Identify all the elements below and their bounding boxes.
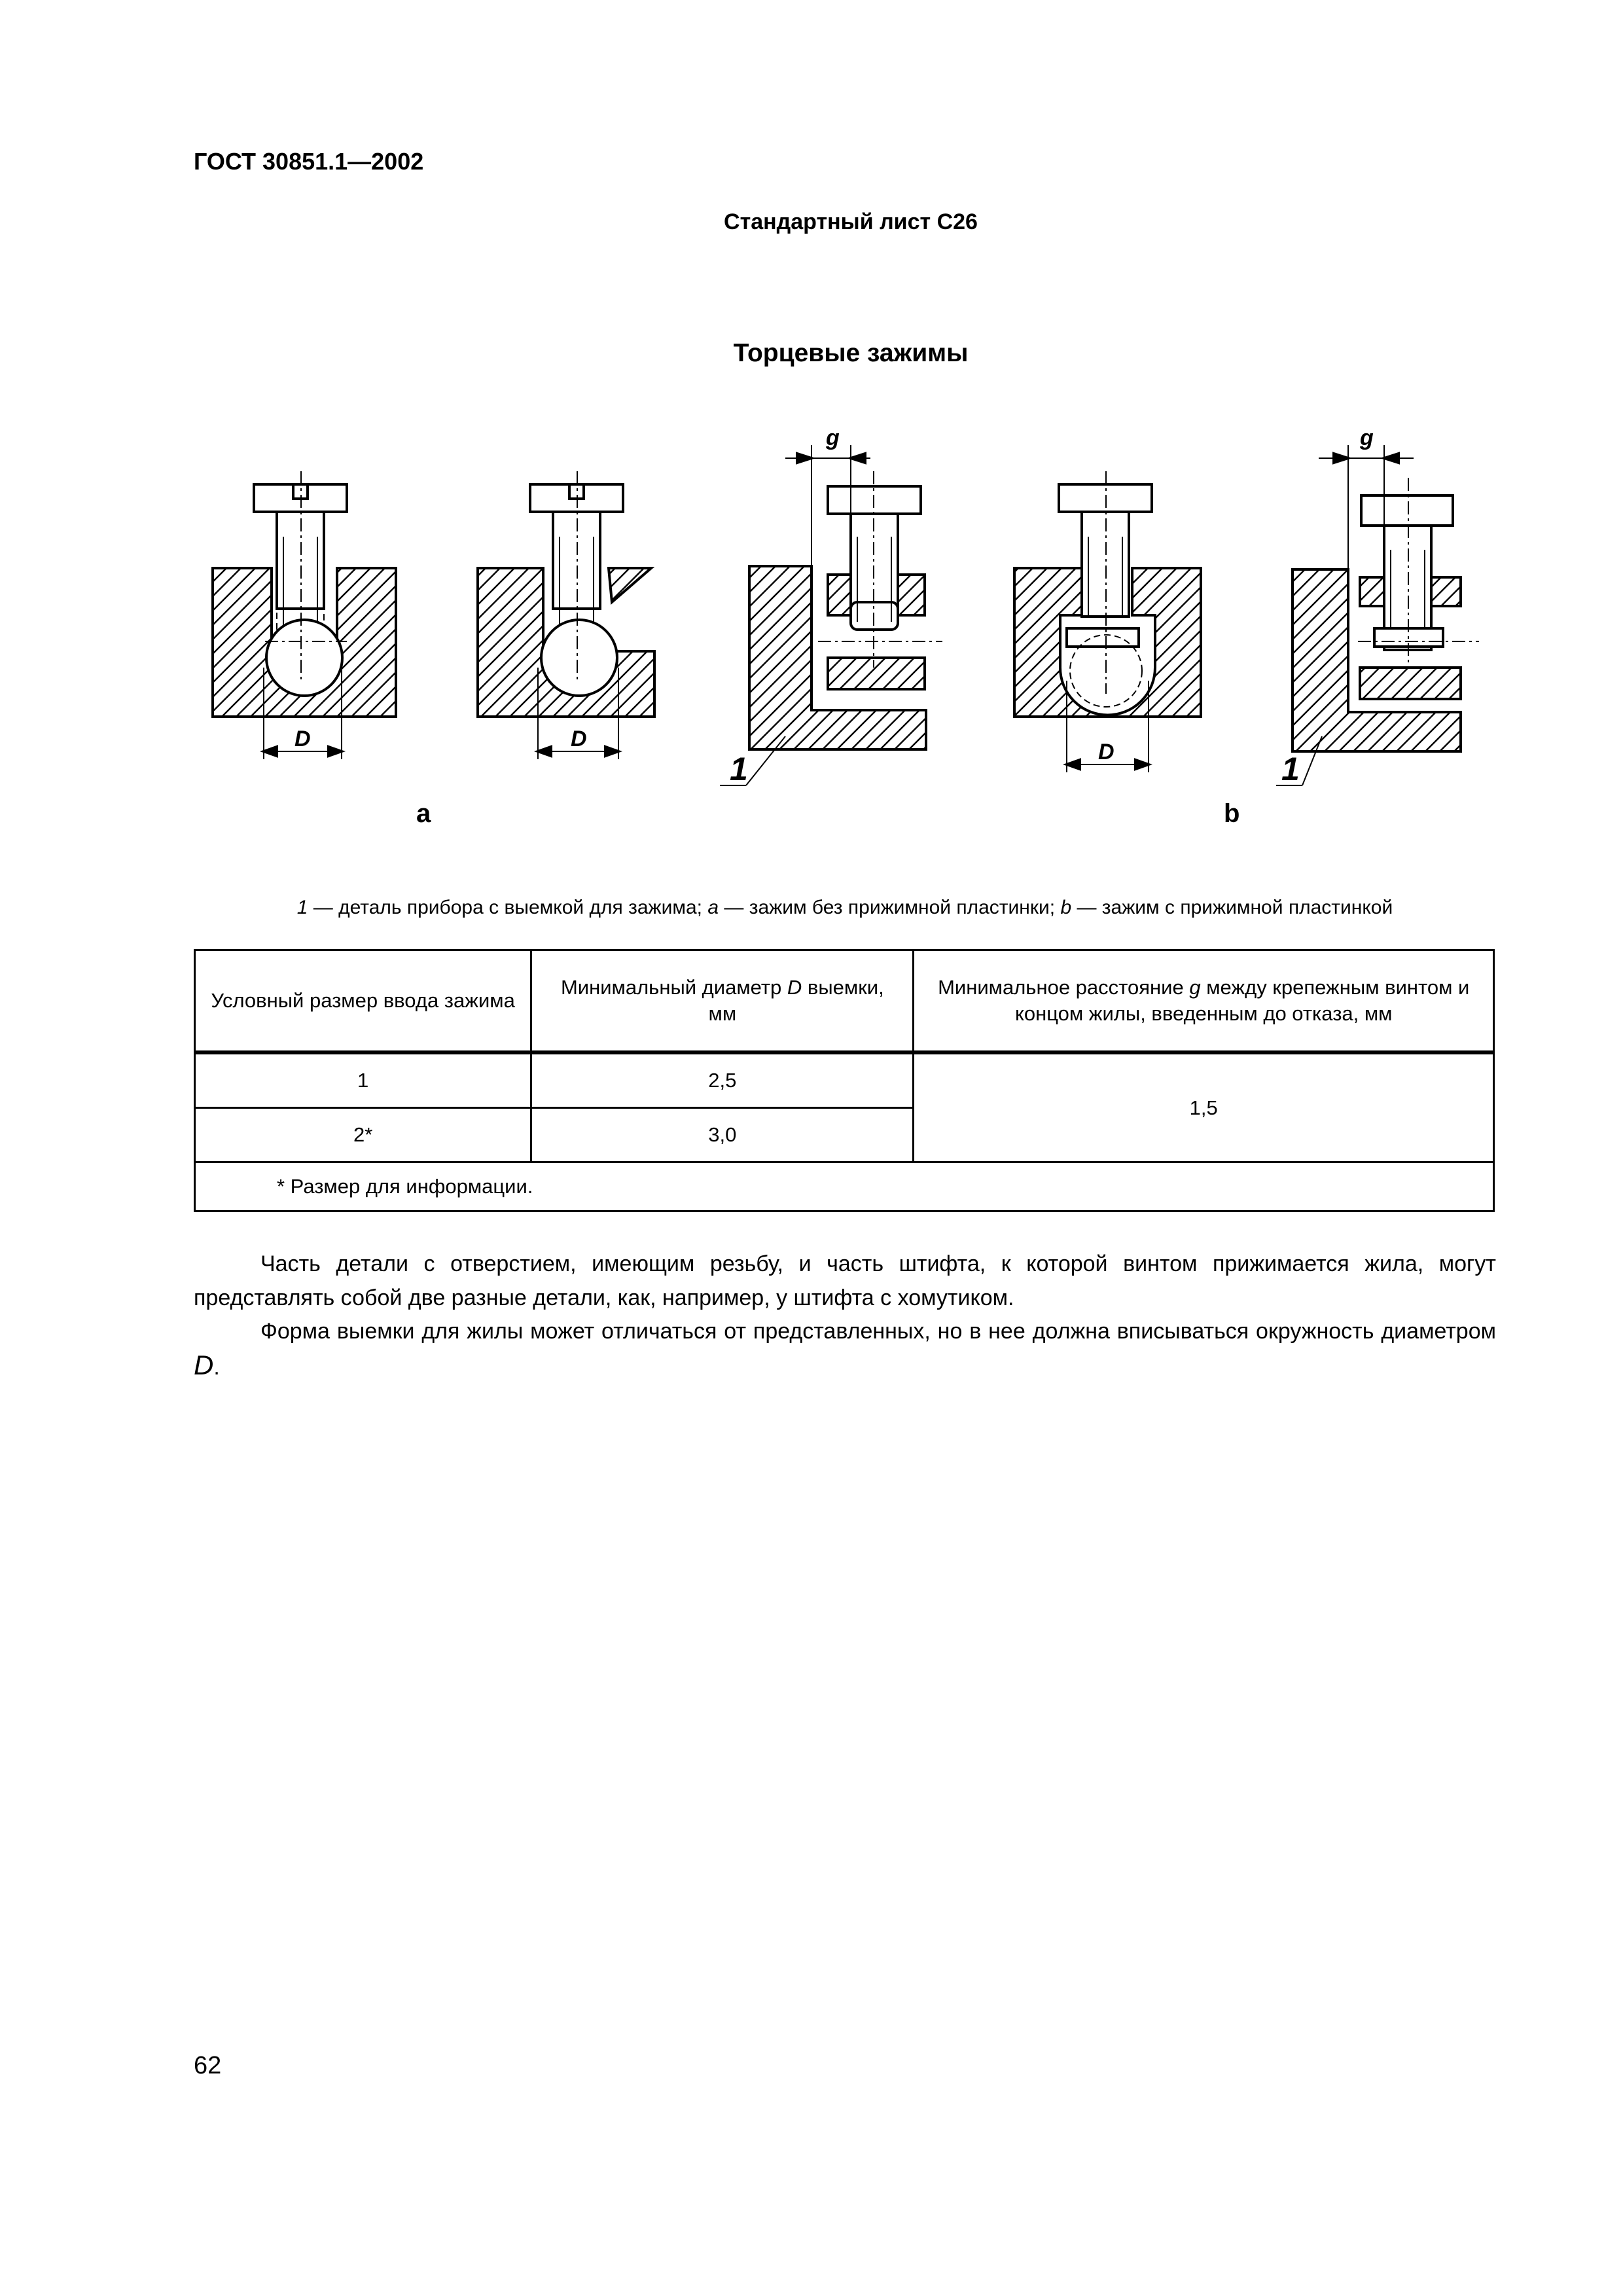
leader-label-1-right: 1: [1281, 751, 1300, 787]
caption-key-1: 1: [296, 897, 308, 918]
table-header-row: [195, 950, 1494, 1053]
leader-label-1-left: 1: [730, 751, 748, 787]
document-code: ГОСТ 30851.1—2002: [194, 148, 424, 175]
figure-label-a: a: [416, 799, 431, 828]
dim-D-label-1: D: [294, 726, 311, 751]
cell-size: 2*: [195, 1108, 531, 1162]
table-row: [195, 1052, 1494, 1108]
body-paragraph-1: Часть детали с отверстием, имеющим резьбу, и часть штифта, к которой винтом прижимается жила, могут представлять собой две разные детали, как, например, у штифта с хомутиком.: [194, 1251, 1496, 1310]
caption-text-b: — зажим с прижимной пластинкой: [1071, 897, 1393, 918]
table-footnote: * Размер для информации.: [195, 1162, 1494, 1211]
caption-key-a: a: [707, 897, 719, 918]
drawing-a-right: [478, 471, 654, 759]
terminal-drawings: [0, 406, 1623, 851]
cell-size: 1: [195, 1052, 531, 1108]
cell-distance: 1,5: [914, 1052, 1494, 1162]
caption-text-a: — зажим без прижимной пластинки;: [719, 897, 1061, 918]
body-paragraph-2: Форма выемки для жилы может отличаться от представленных, но в нее должна вписываться окружность диаметром D.: [194, 1319, 1496, 1380]
page-title: Торцевые зажимы: [733, 339, 969, 367]
caption-key-b: b: [1060, 897, 1072, 918]
drawing-b-middle: [1014, 471, 1201, 772]
figure-label-b: b: [1224, 799, 1240, 828]
dim-g-label-1: g: [826, 425, 840, 450]
header-min-distance: Минимальное расстояние g между крепежным винтом и концом жилы, введенным до отказа, мм: [914, 950, 1494, 1053]
standard-sheet-label: Стандартный лист С26: [724, 209, 978, 234]
cell-diameter: 3,0: [531, 1108, 914, 1162]
dim-g-label-2: g: [1360, 425, 1374, 450]
header-min-diameter: Минимальный диаметр D выемки, мм: [531, 950, 914, 1053]
figure-caption: [194, 897, 1496, 919]
page-number: 62: [194, 2052, 222, 2079]
dim-D-label-2: D: [571, 726, 587, 751]
dimensions-table: [194, 949, 1495, 1212]
drawing-a-left: [213, 471, 396, 759]
header-nominal-size: Условный размер ввода зажима: [195, 950, 531, 1053]
dim-D-label-3: D: [1098, 740, 1115, 764]
drawing-b-left: [720, 445, 942, 785]
cell-diameter: 2,5: [531, 1052, 914, 1108]
caption-text-1: — деталь прибора с выемкой для зажима;: [308, 897, 708, 918]
drawing-b-right: [1276, 445, 1479, 785]
table-footnote-row: [195, 1162, 1494, 1211]
